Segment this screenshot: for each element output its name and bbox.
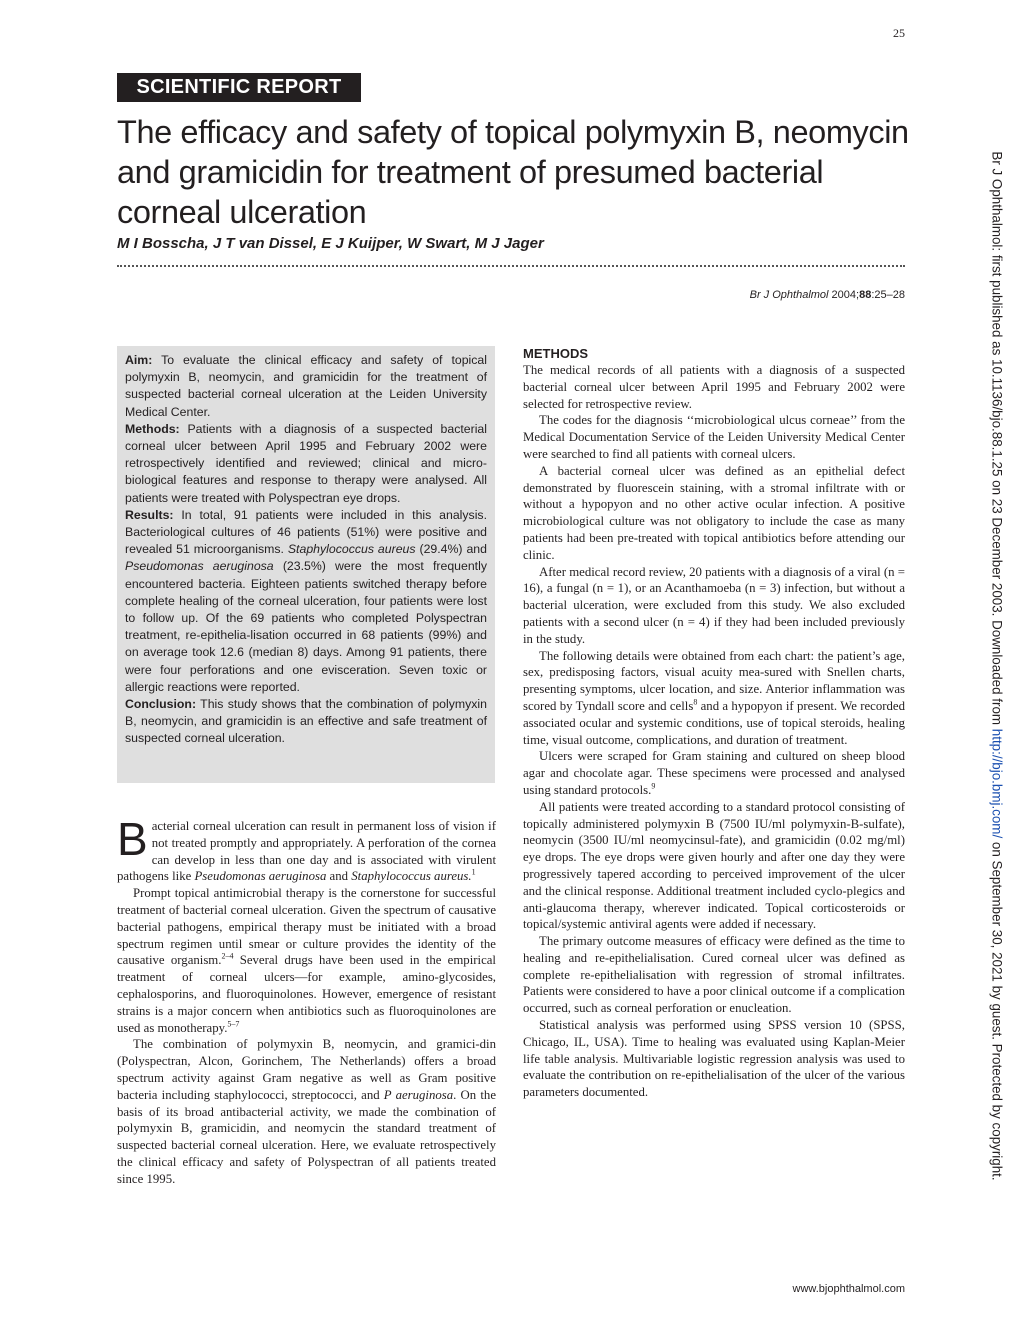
methods-column (523, 346, 905, 1101)
section-banner: SCIENTIFIC REPORT (117, 73, 361, 102)
intro-p2-ref-2: 5–7 (227, 1019, 240, 1029)
methods-label: Methods: (125, 421, 180, 436)
methods-paragraph-5 (523, 648, 905, 749)
dotted-divider (117, 265, 905, 267)
intro-paragraph-1 (117, 813, 496, 885)
author-list: M I Bosscha, J T van Dissel, E J Kuijper, W Swart, M J Jager (117, 235, 544, 252)
citation-year: 2004; (828, 289, 860, 301)
footer-url[interactable]: www.bjophthalmol.com (792, 1283, 905, 1295)
intro-p2-text-2: Several drugs have been used in the empirical treatment of corneal ulcers—for example, amino-glycosides, cephalosporins, and fluoroquinolones. However, emergence of resistant strains is a major concern when antibiotics such as fluoroquinolones are used as monotherapy. (117, 953, 496, 1035)
article-title: The efficacy and safety of topical polymyxin B, neomycin and gramicidin for treatment of presumed bacterial corneal ulceration (117, 114, 909, 230)
methods-paragraph-9: Statistical analysis was performed using SPSS version 10 (SPSS, Chicago, IL, USA). Time to healing was evaluated using Kaplan-Meier life table analysis. Multivariable logistic regression analysis was used to evaluate the contribution on re-epithelialisation of the ulcer of the various parameters documented. (523, 1018, 905, 1100)
intro-p1-organism-1: Pseudomonas aeruginosa (194, 869, 327, 884)
citation-pages: :25–28 (871, 289, 905, 301)
methods-p6-text: Ulcers were scraped for Gram staining and cultured on sheep blood agar and chocolate agar. These specimens were processed and analysed using standard protocols. (523, 749, 905, 797)
methods-p5-text: The following details were obtained from each chart: the patient’s age, sex, predisposing factors, visual acuity mea-sured with Snellen charts, presenting symptoms, ulcer location, and size. Anterior inflammation was scored by Tyndall score and cells (523, 648, 905, 713)
methods-p5-text-2: and a hypopyon if present. We recorded associated ocular and systemic conditions, use of topical steroids, healing time, visual outcome, complications, and duration of treatment. (523, 698, 906, 747)
intro-p1-text: acterial corneal ulceration can result in permanent loss of vision if not treated promptly and appropriately. A perforation of the cornea can develop in less than one day and is associated with virulent pathogens like (117, 819, 496, 884)
intro-p2-text: Prompt topical antimicrobial therapy is the cornerstone for successful treatment of bacterial corneal ulceration. Given the spectrum of causative bacterial pathogens, empirical therapy must be initiated with a broad spectrum regimen until smear or culture provides the identity of the causative organism. (117, 886, 496, 968)
intro-p2-ref-1: 2–4 (221, 952, 234, 962)
methods-text: Patients with a diagnosis of a suspected bacterial corneal ulcer between April 1995 and February 2002 were retrospectively identified and reviewed; clinical and micro-biological features and response to therapy were analysed. All patients were treated with Polyspectran eye drops. (125, 421, 487, 505)
page-number: 25 (893, 26, 905, 40)
methods-paragraph-1: The medical records of all patients with a diagnosis of a suspected bacterial corneal ulcer between April 1995 and February 2002 were selected for retrospective review. (523, 363, 905, 411)
methods-paragraph-7: All patients were treated according to a standard protocol consisting of topically administered polymyxin B (7500 IU/ml polymyxin-B-sulfate), neomycin (3500 IU/ml neomycinsul-fate), and gramicidin (0.02 mg/ml) eye drops. The eye drops were given hourly and after one day they were progressively tapered according to perceived improvement of the ulcer and the clinical response. Additional treatment included cyclo-plegics and anti-glaucoma therapy, wherever indicated. Topical corticosteroids or topical/systemic antiviral agents were added if necessary. (523, 799, 905, 932)
drop-cap: B (117, 813, 148, 865)
methods-paragraph-3: A bacterial corneal ulcer was defined as an epithelial defect demonstrated by fluorescein staining, with a stromal infiltrate with or without a hypopyon and no other active ocular infection. A positive microbiological culture was not obligatory to include the case as many patients had been pre-treated with topical antibiotics before attending our clinic. (523, 463, 905, 562)
abstract-results (125, 507, 487, 696)
aim-label: Aim: (125, 353, 153, 367)
methods-paragraph-4: After medical record review, 20 patients with a diagnosis of a viral (n = 16), a fungal (n = 1), or an Acanthamoeba (n = 3) infection, but without a bacterial ulceration, were excluded from this study. We also excluded patients with a second ulcer (n = 4) if they had been included previously in the study. (523, 564, 905, 646)
intro-p1-organism-2: Staphylococcus aureus. (351, 869, 472, 884)
abstract-box (117, 346, 495, 783)
methods-paragraph-8: The primary outcome measures of efficacy were defined as the time to healing and re-epithelialisation. Cured corneal ulcer was defined as complete re-epithelialisation with regression of stromal infiltrates. Patients were considered to have a poor clinical outcome if a complication occurred, such as corneal perforation or enucleation. (523, 934, 905, 1016)
side-text-suffix: on September 30, 2021 by guest. Protected by copyright. (989, 838, 1005, 1181)
intro-p3-text-2: . On the basis of its broad antibacterial activity, we made the combination of polymyxin B, gramicidin, and neomycin the standard treatment of suspected bacterial corneal ulceration. Here, we evaluate retrospectively the clinical efficacy and safety of Polyspectran of all patients treated since 1995. (117, 1087, 496, 1186)
abstract-aim (125, 352, 487, 421)
conclusion-label: Conclusion: (125, 697, 197, 712)
abstract-conclusion (125, 696, 487, 748)
intro-p1-ref: 1 (471, 868, 476, 878)
results-text-1: In total, 91 patients were included in this analysis. Bacteriological cultures of 46 patients (51%) were positive and revealed 51 microorganisms. (125, 507, 487, 557)
vertical-copyright-notice (990, 36, 1005, 1296)
intro-p3-text: The combination of polymyxin B, neomycin, and gramici-din (Polyspectran, Alcon, Gorinchem, The Netherlands) offers a broad spectrum activity against Gram negative as well as Gram positive bacteria including staphylococci, streptococci, and (117, 1037, 496, 1102)
intro-paragraph-3 (117, 1036, 496, 1187)
side-text-link[interactable]: http://bjo.bmj.com/ (989, 728, 1005, 839)
results-organism-1: Staphylococcus aureus (287, 542, 416, 557)
results-text-3: (23.5%) were the most frequently encountered bacteria. Eighteen patients switched therapy before complete healing of the corneal ulceration, four patients were lost to follow up. Of the 69 patients who completed Polyspectran treatment, re-epithelia-lisation occurred in 68 patients (99%) and on average took 12.6 (median 8) days. Among 91 patients, there were four perforations and one evisceration. Seven toxic or allergic reactions were reported. (125, 559, 487, 694)
abstract-methods (125, 421, 487, 507)
results-label: Results: (125, 507, 174, 522)
results-text-2: (29.4%) and (415, 542, 487, 557)
methods-paragraph-6 (523, 748, 905, 798)
citation-volume: 88 (859, 289, 872, 301)
methods-p5-ref: 8 (693, 697, 698, 707)
aim-text: To evaluate the clinical efficacy and safety of topical polymyxin B, neomycin, and gramicidin for the treatment of suspected bacterial corneal ulceration at the Leiden University Medical Center. (125, 353, 487, 419)
intro-p3-organism: P aeruginosa (383, 1087, 454, 1102)
journal-citation (600, 289, 905, 301)
methods-p6-ref: 9 (651, 781, 656, 791)
introduction-column (117, 813, 496, 1188)
citation-journal: Br J Ophthalmol (749, 289, 829, 301)
methods-heading: METHODS (523, 346, 588, 361)
conclusion-text: This study shows that the combination of polymyxin B, neomycin, and gramicidin is an effective and safe treatment of suspected corneal ulceration. (125, 697, 487, 746)
side-text-prefix: Br J Ophthalmol: first published as 10.1136/bjo.88.1.25 on 23 December 2003. Downloaded from (989, 151, 1005, 729)
intro-paragraph-2 (117, 885, 496, 1036)
results-organism-2: Pseudomonas aeruginosa (125, 559, 274, 574)
methods-paragraph-2: The codes for the diagnosis ‘‘microbiological ulcus corneae’’ from the Medical Documentation Service of the Leiden University Medical Center were searched to find all patients with corneal ulcers. (523, 413, 905, 461)
intro-p1-and: and (326, 869, 352, 884)
